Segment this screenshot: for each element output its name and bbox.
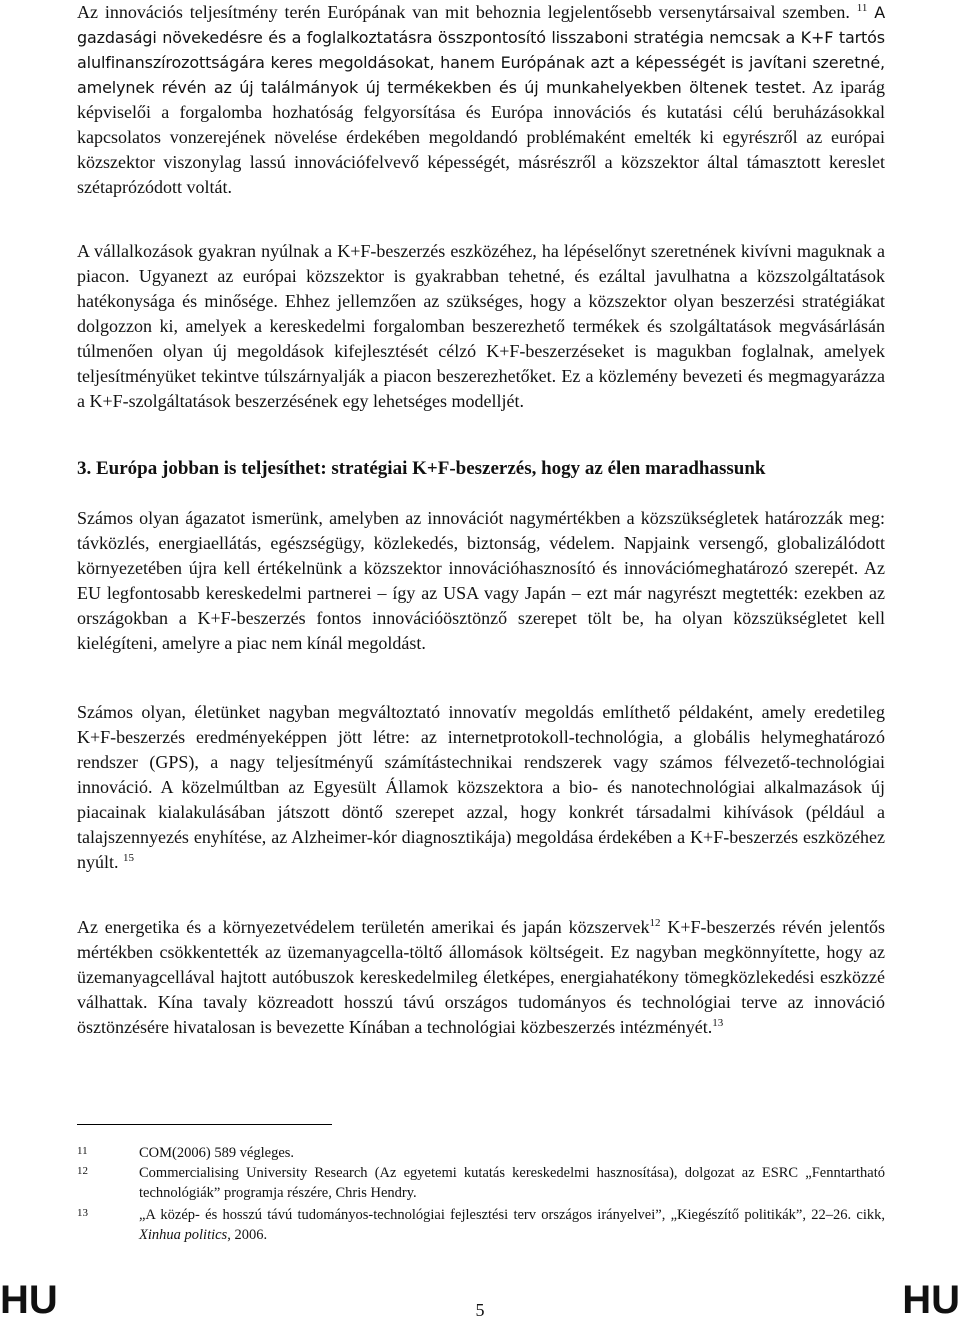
- footnote-text: [139, 1205, 885, 1245]
- paragraph-5-text-b: K+F-beszerzés révén jelentős mértékben csökkentették az üzemanyagcella-töltő állomások költségeit. Ez nagyban megkönnyítette, hogy az üzemanyagcellával hajtott autóbuszok kereskedelmileg életképes, energiahatékony tömegközlekedési eszközzé válhattak. Kína tavaly közreadott hosszú távú országos tudományos és technológiai terve az innováció ösztönzésére hivatalosan is bevezette Kínában a technológiai közbeszerzés intézményét.: [77, 917, 885, 1037]
- section-heading: 3. Európa jobban is teljesíthet: stratégiai K+F-beszerzés, hogy az élen maradhassunk: [77, 458, 766, 479]
- footnote-text-a: „A közép- és hosszú távú tudományos-technológiai fejlesztési terv országos irányelvei”, „Kiegészítő politikák”, 22–26. cikk,: [139, 1207, 885, 1223]
- paragraph-3: Számos olyan ágazatot ismerünk, amelyben az innovációt nagymértékben a közszükségletek határozzák meg: távközlés, energiaellátás, egészségügy, közlekedés, biztonság, védelem. Napjaink versengő, globalizálódott környezetében újra kell értékelnünk a közszektor innovációhasznosító és innovációmeghatározó szerepét. Az EU legfontosabb kereskedelmi partnerei – így az USA vagy Japán – ezt már nagyrészt megtették: ezekben az országokban a K+F-beszerzés fontos innovációösztönző szerepet tölt be, ha olyan közszükségletet kell kielégíteni, amelyre a piac nem kínál megoldást.: [77, 508, 885, 653]
- paragraph-4: [77, 700, 885, 875]
- paragraph-1-body-sans: A gazdasági növekedésre és a foglalkoztatásra összpontosító lisszaboni stratégia nemcsak a K+F tartós alulfinanszírozottságára keres megoldásokat, hanem Európának azt a képességét is javítani szeretné, amelynek révén az új találmányok új termékekben és új munkahelyekben öltenek testet.: [77, 3, 886, 97]
- language-code-left: HU: [0, 1278, 58, 1322]
- footnote-ref-15: 15: [123, 852, 135, 864]
- footnote-text: COM(2006) 589 végleges.: [139, 1145, 295, 1161]
- footnote-ref-11: 11: [856, 2, 868, 14]
- footnote-text: Commercialising University Research (Az egyetemi kutatás kereskedelmi hasznosítása), dolgozat az ESRC „Fenntartható technológiák” programja részére, Chris Hendry.: [139, 1165, 885, 1201]
- paragraph-1-intro: Az innovációs teljesítmény terén Európának van mit behoznia legjelentősebb versenytársaival szemben.: [77, 2, 850, 22]
- footnote-number: 12: [77, 1165, 88, 1177]
- footnote-number: 13: [77, 1207, 88, 1219]
- footnote-separator: [77, 1124, 332, 1125]
- paragraph-1-body-serif: Az iparág képviselői a forgalomba hozhatóság felgyorsítása és Európa innovációs és kutatási célú beruházásokkal kapcsolatos vonzerejének növelése érdekében megoldandó problémaként emelték ki egyrészről az európai közszektor viszonylag lassú innovációfelvevő képességét, másrészről a közszektor által támasztott kereslet szétaprózódott voltát.: [77, 77, 885, 197]
- footnote-ref-12: 12: [649, 917, 661, 929]
- footnote-text-b: , 2006.: [227, 1227, 268, 1243]
- footnote-number: 11: [77, 1145, 88, 1157]
- footnote-source-italic: Xinhua politics: [139, 1227, 228, 1243]
- paragraph-2: A vállalkozások gyakran nyúlnak a K+F-beszerzés eszközéhez, ha lépéselőnyt szeretnének kivívni maguknak a piacon. Ugyanezt az európai közszektor is gyakrabban tehetné, és ezáltal javulhatna a közszolgáltatások hatékonysága és minősége. Ehhez jellemzően az szükséges, hogy a közszektor olyan beszerzési stratégiákat dolgozzon ki, amelyek a kereskedelmi forgalomban beszerezhető termékek és szolgáltatások megvásárlásán túlmenően olyan új megoldások kifejlesztését célzó K+F-beszerzéseket is magukban foglalnak, amelyek teljesítményüket tekintve túlszárnyalják a piacon beszerezhetőket. Ez a közlemény bevezeti és megmagyarázza a K+F-szolgáltatások beszerzésének egy lehetséges modelljét.: [77, 241, 885, 411]
- page-number: 5: [475, 1300, 485, 1320]
- paragraph-5: [77, 915, 885, 1040]
- footnote-ref-13: 13: [712, 1017, 724, 1029]
- paragraph-5-text-a: Az energetika és a környezetvédelem területén amerikai és japán közszervek: [77, 917, 650, 937]
- paragraph-1: [77, 0, 885, 200]
- paragraph-4-text: Számos olyan, életünket nagyban megváltoztató innovatív megoldás említhető példaként, amely eredetileg K+F-beszerzés eredményeképpen jött létre: az internetprotokoll-technológia, a globális helymeghatározó rendszer (GPS), a nagy teljesítményű számítástechnikai rendszerek vagy számos félvezető-technológiai innováció. A közelmúltban az Egyesült Államok közszektora a bio- és nanotechnológiai alkalmazások új piacainak kialakulásában játszott döntő szerepet azzal, hogy konkrét társadalmi kihívások (például a talajszennyezés enyhítése, az Alzheimer-kór diagnosztikája) megoldása érdekében a K+F-beszerzés eszközéhez nyúlt.: [77, 702, 885, 872]
- language-code-right: HU: [902, 1278, 960, 1322]
